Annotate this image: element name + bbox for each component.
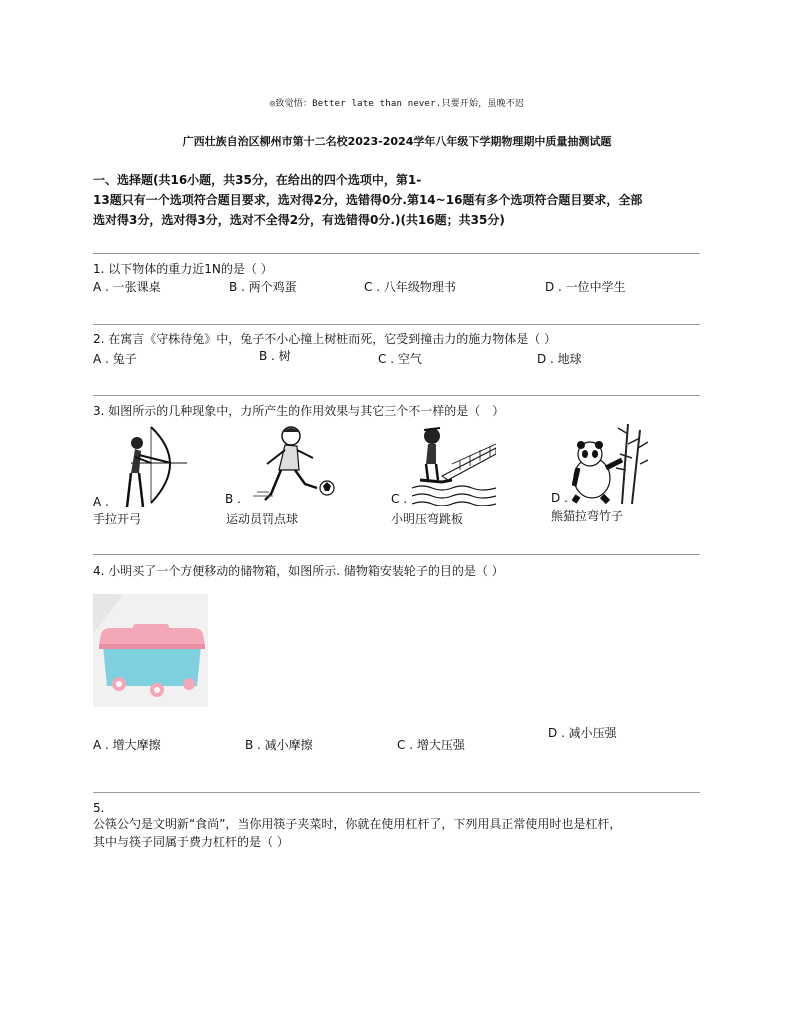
- question-2-option-d[interactable]: D . 地球: [537, 352, 582, 366]
- question-1-option-b[interactable]: B . 两个鸡蛋: [229, 280, 297, 294]
- divider: [93, 395, 700, 396]
- soccer-player-image: [243, 424, 339, 504]
- question-1-option-a[interactable]: A . 一张课桌: [93, 280, 161, 294]
- question-1-option-c[interactable]: C . 八年级物理书: [364, 280, 456, 294]
- question-3-option-a-caption: 手拉开弓: [93, 512, 142, 526]
- divider: [93, 253, 700, 254]
- question-4-option-d[interactable]: D . 减小压强: [548, 726, 617, 740]
- divider: [93, 324, 700, 325]
- question-2-stem: 2. 在寓言《守株待兔》中，兔子不小心撞上树桩而死，它受到撞击力的施力物体是（ ）: [93, 332, 557, 346]
- diving-board-image: [412, 424, 496, 506]
- divider: [93, 554, 700, 555]
- panda-bamboo-image: [572, 424, 648, 504]
- question-4-option-a[interactable]: A . 增大摩擦: [93, 738, 161, 752]
- divider: [93, 792, 700, 793]
- question-3-option-d-caption: 熊猫拉弯竹子: [551, 509, 624, 523]
- question-3-option-c-caption: 小明压弯跳板: [391, 512, 464, 526]
- question-5-stem-line1: 公筷公勺是文明新“食尚”，当你用筷子夹菜时，你就在使用杠杆了，下列用具正常使用时也是杠杆，: [93, 817, 622, 831]
- archer-image: [117, 423, 189, 509]
- section-heading-line3: 选对得3分，选对得3分，选对不全得2分，有选错得0分.)(共16题；共35分): [93, 213, 505, 227]
- question-3-stem: 3. 如图所示的几种现象中，力所产生的作用效果与其它三个不一样的是（ ）: [93, 404, 505, 418]
- question-3-option-b-letter[interactable]: B .: [225, 492, 241, 506]
- question-2-option-c[interactable]: C . 空气: [378, 352, 422, 366]
- question-1-option-d[interactable]: D . 一位中学生: [545, 280, 626, 294]
- question-4-stem: 4. 小明买了一个方便移动的储物箱，如图所示. 储物箱安装轮子的目的是（ ）: [93, 564, 504, 578]
- question-3-option-a-letter[interactable]: A .: [93, 495, 109, 509]
- question-4-option-c[interactable]: C . 增大压强: [397, 738, 465, 752]
- question-3-option-d-letter[interactable]: D .: [551, 491, 568, 505]
- question-1-stem: 1. 以下物体的重力近1N的是（ ）: [93, 262, 273, 276]
- question-5-number: 5.: [93, 801, 105, 815]
- question-3-option-c-letter[interactable]: C .: [391, 492, 408, 506]
- header-motto: ◎致觉悟：Better late than never.只要开始，虽晚不迟: [269, 99, 525, 109]
- question-4-option-b[interactable]: B . 减小摩擦: [245, 738, 313, 752]
- question-2-option-b[interactable]: B . 树: [259, 349, 291, 363]
- question-2-option-a[interactable]: A . 兔子: [93, 352, 137, 366]
- storage-box-image: [93, 594, 208, 707]
- page-title: 广西壮族自治区柳州市第十二名校2023-2024学年八年级下学期物理期中质量抽测试题: [182, 135, 612, 148]
- section-heading-line1: 一、选择题(共16小题，共35分，在给出的四个选项中，第1-: [93, 173, 422, 187]
- section-heading-line2: 13题只有一个选项符合题目要求，选对得2分，选错得0分.第14~16题有多个选项符合题目要求，全部: [93, 193, 643, 207]
- question-3-option-b-caption: 运动员罚点球: [226, 512, 299, 526]
- question-5-stem-line2: 其中与筷子同属于费力杠杆的是（ ）: [93, 835, 289, 849]
